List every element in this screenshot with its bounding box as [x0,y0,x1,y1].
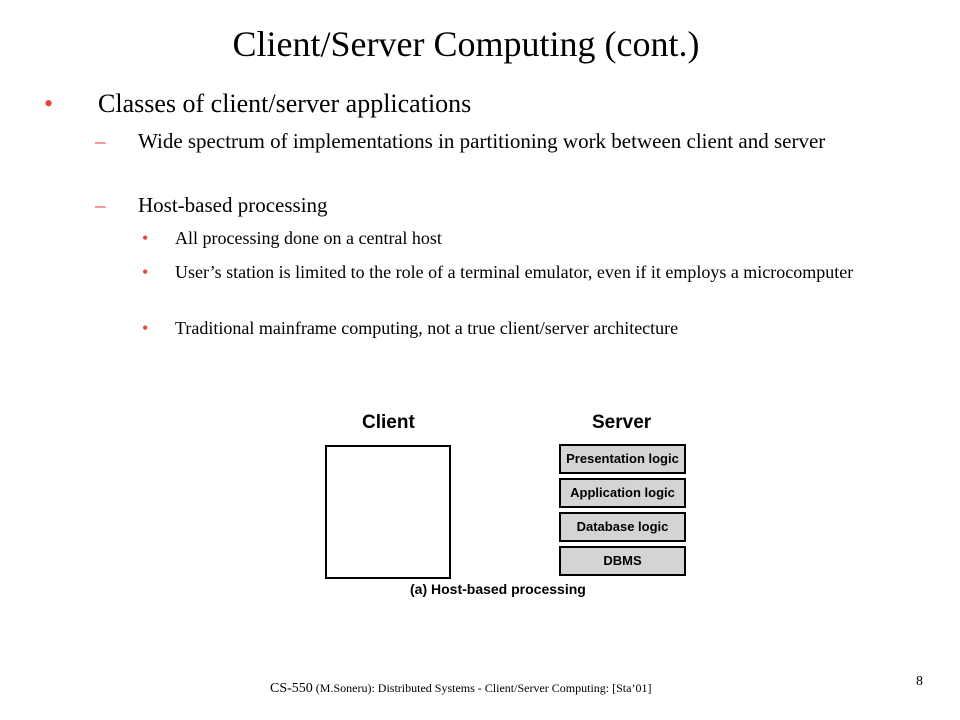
server-label: Server [592,412,652,433]
footer-text: (M.Soneru): Distributed Systems - Client/Server Computing: [Sta’01] [312,681,652,695]
host-based-diagram [318,408,698,608]
dash-icon: – [95,193,106,217]
sub-item-text: Host-based processing [138,193,328,217]
subsub-item-text: User’s station is limited to the role of a terminal emulator, even if it employs a microcomputer [175,262,854,282]
dash-icon: – [95,129,106,153]
page-number: 8 [916,674,923,689]
server-layer-database: Database logic [559,512,686,542]
server-layer-presentation: Presentation logic [559,444,686,474]
bullet-icon: • [142,228,149,248]
sub-item-text: Wide spectrum of implementations in partitioning work between client and server [138,129,826,153]
bullet-icon: • [44,89,54,118]
slide-title: Client/Server Computing (cont.) [232,24,700,64]
server-layer-application: Application logic [559,478,686,508]
footer-course: CS-550 [270,681,313,696]
subsub-item-text: All processing done on a central host [175,228,442,248]
footer [270,681,651,697]
client-box [325,445,451,579]
diagram-caption: (a) Host-based processing [410,581,586,597]
subsub-item-text: Traditional mainframe computing, not a true client/server architecture [175,318,679,338]
bullet-icon: • [142,318,149,338]
server-layer-dbms: DBMS [559,546,686,576]
bullet-icon: • [142,262,149,282]
server-stack [559,444,686,580]
client-label: Client [362,412,415,433]
main-bullet-text: Classes of client/server applications [98,89,472,118]
